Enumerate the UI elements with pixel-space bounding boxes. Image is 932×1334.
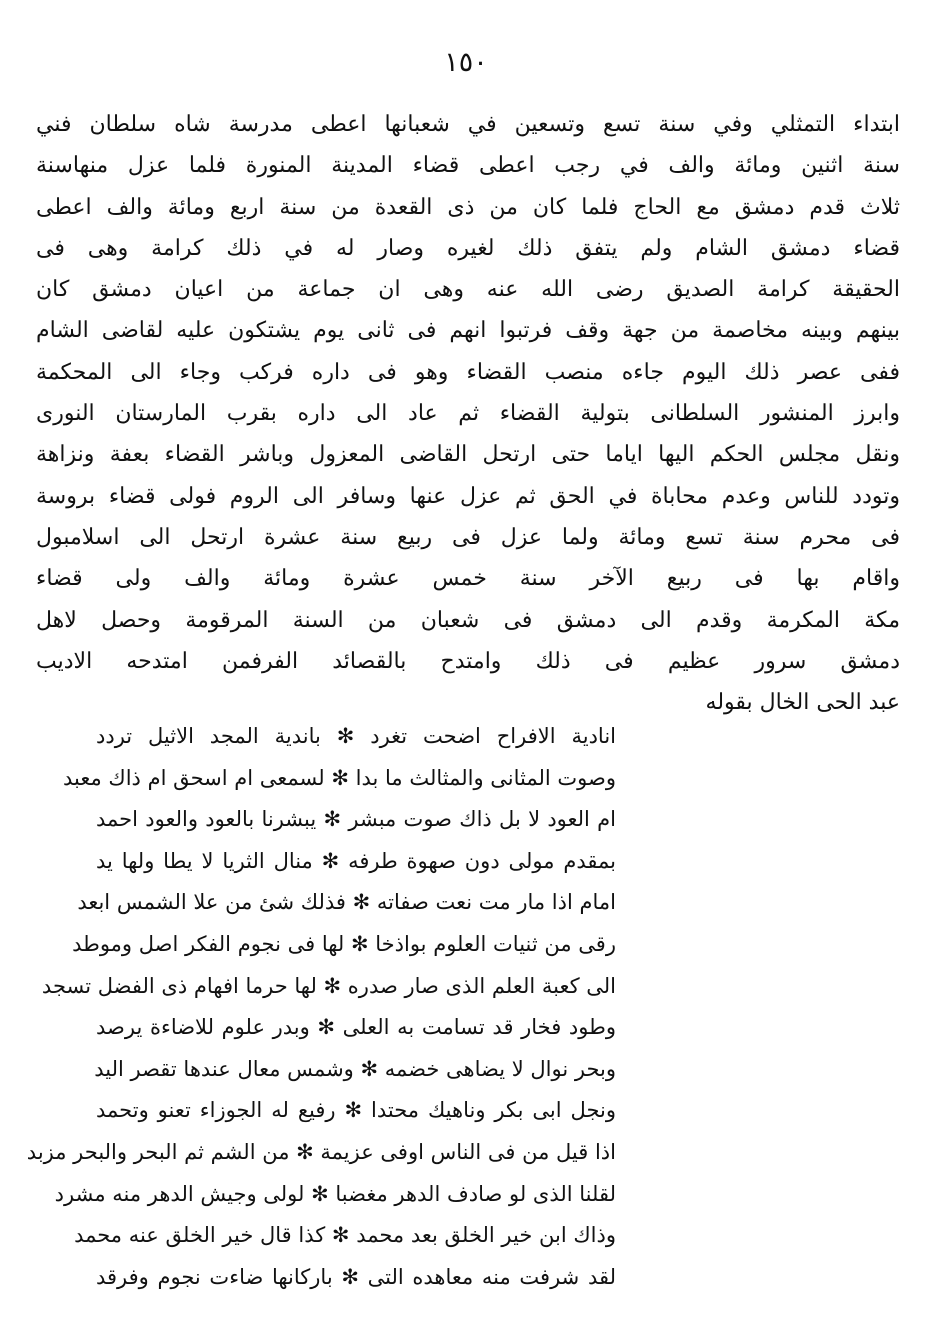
- prose-line: عبد الحى الخال بقوله: [705, 690, 900, 716]
- prose-line: مكة المكرمة وقدم الى دمشق فى شعبان من السنة المرقومة وحصل لاهل: [36, 607, 900, 633]
- poem-verse: امام اذا مار مت نعت صفاته ✻ فذلك شئ من علا الشمس ابعد: [77, 890, 616, 915]
- poem-verse: انادية الافراح اضحت تغرد ✻ باندية المجد الاثيل تردد: [96, 724, 616, 748]
- prose-line: سنة اثنين ومائة والف في رجب اعطى قضاء المدينة المنورة فلما عزل منهاسنة: [36, 153, 900, 179]
- poem-verse: وبحر نوال لا يضاهى خضمه ✻ وشمس معال عندها تقصر اليد: [94, 1056, 616, 1081]
- poem-verse: ام العود لا بل ذاك صوت مبشر ✻ يبشرنا بالعود والعود احمد: [96, 807, 616, 832]
- poem-verse: الى كعبة العلم الذى صار صدره ✻ لها حرما افهام ذى الفضل تسجد: [41, 973, 616, 998]
- prose-line: ونقل مجلس الحكم اليها اياما حتى ارتحل القاضى المعزول وباشر القضاء بعفة ونزاهة: [36, 442, 900, 468]
- poem-verse: ونجل ابى بكر وناهيك محتدا ✻ رفيع له الجوزاء تعنو وتحمد: [96, 1098, 616, 1123]
- prose-line: ابتداء التمثلي وفي سنة تسع وتسعين في شعبانها اعطى مدرسة شاه سلطان فني: [36, 112, 900, 137]
- poem-verse: اذا قيل من فى الناس اوفى عزيمة ✻ من الشم ثم البحر والبحر مزبد: [26, 1139, 616, 1164]
- poem-verse: لقلنا الذى لو صادف الدهر مغضبا ✻ لولى وجيش الدهر منه مشرد: [54, 1181, 616, 1206]
- prose-line: واقام بها فى ربيع الآخر سنة خمس عشرة ومائة والف ولى قضاء: [36, 566, 900, 592]
- poem-verse: بمقدم مولى دون صهوة طرفه ✻ منال الثريا لا يطا ولها يد: [96, 848, 616, 873]
- poem-verse: وذاك ابن خير الخلق بعد محمد ✻ كذا قال خير الخلق عنه محمد: [74, 1223, 616, 1248]
- prose-line: وتودد للناس وعدم محاباة في الحق ثم عزل عنها وسافر الى الروم فولى قضاء بروسة: [36, 483, 900, 509]
- prose-line: دمشق سرور عظيم فى ذلك وامتدح بالقصائد الفرفمن امتدحه الاديب: [36, 648, 900, 674]
- page-number: ١٥٠: [444, 47, 488, 78]
- prose-line: الحقيقة كرامة الصديق رضى الله عنه وهى ان جماعة من اعيان دمشق كان: [36, 277, 900, 303]
- poem-verse: لقد شرفت منه معاهده التى ✻ باركانها ضاءت نجوم وفرقد: [96, 1264, 616, 1289]
- poem-verse: رقى من ثنيات العلوم بواذخا ✻ لها فى نجوم الفكر اصل وموطد: [72, 931, 616, 956]
- prose-line: قضاء دمشق الشام ولم يتفق ذلك لغيره وصار له في ذلك كرامة وهى فى: [36, 235, 900, 261]
- prose-line: بينهم وبينه مخاصمة من جهة وقف فرتبوا انهم فى ثانى يوم يشتكون عليه لقاضى الشام: [36, 318, 900, 344]
- poem-block: [26, 716, 616, 1298]
- prose-line: ثلاث قدم دمشق مع الحاج فلما كان من ذى القعدة من سنة اربع ومائة والف اعطى: [36, 194, 900, 220]
- prose-line: وابرز المنشور السلطانى بتولية القضاء ثم عاد الى داره بقرب المارستان النورى: [36, 401, 900, 427]
- poem-verse: وصوت المثانى والمثالث ما بدا ✻ لسمعى ام اسحق ام ذاك معبد: [62, 765, 616, 790]
- prose-block: [36, 104, 900, 723]
- prose-line: ففى عصر ذلك اليوم جاءه منصب القضاء وهو فى داره فركب وجاء الى المحكمة: [36, 359, 900, 385]
- poem-verse: وطود فخار قد تسامت به العلى ✻ وبدر علوم للاضاءة يرصد: [96, 1015, 616, 1040]
- prose-line: فى محرم سنة تسع ومائة ولما عزل فى ربيع سنة عشرة ارتحل الى اسلامبول: [36, 524, 900, 550]
